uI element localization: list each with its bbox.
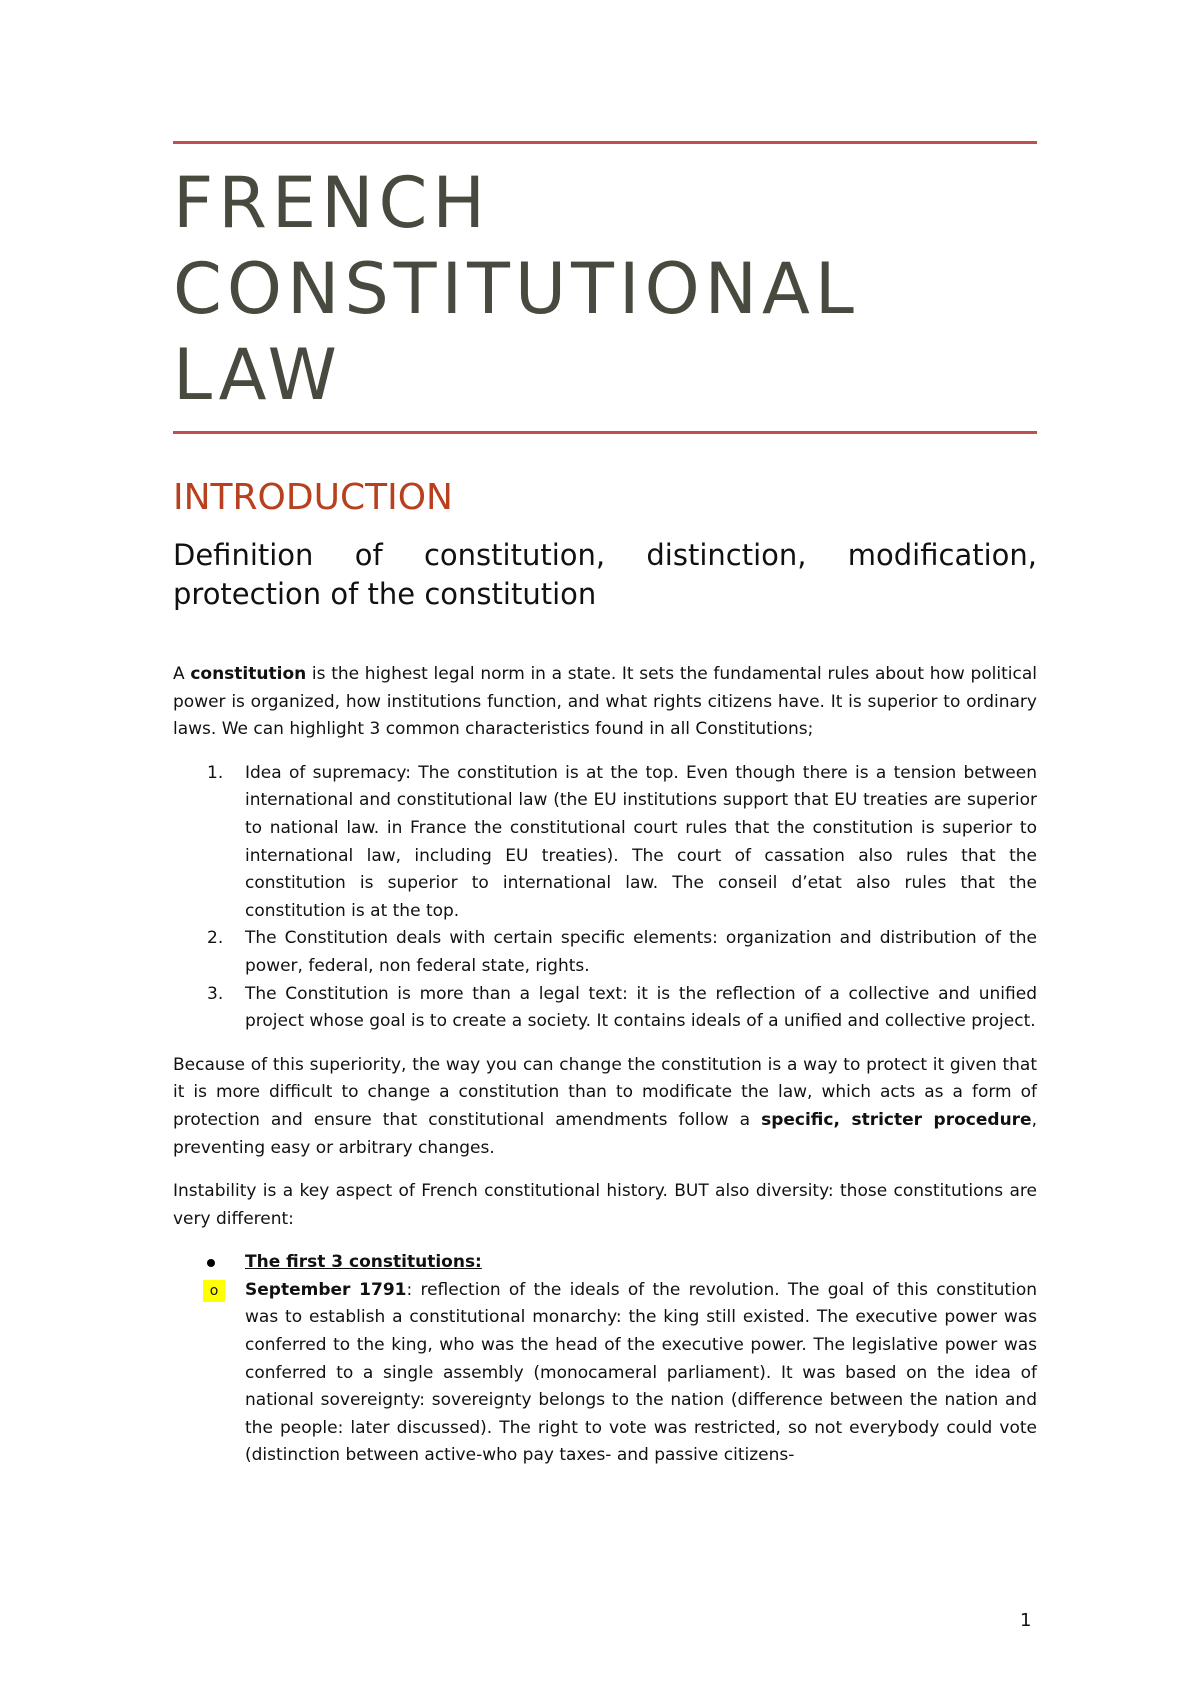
section-heading: INTRODUCTION xyxy=(173,477,453,518)
title-line-3: LAW xyxy=(173,334,342,416)
body-content xyxy=(173,661,1037,1470)
bold-term: specific xyxy=(761,1109,834,1130)
superiority-paragraph: Because of this superiority, the way you can change the constitution is a way to protect it given that it is more difficult to change a constitution than to modificate the law, which acts as a form of protection and ensure that constitutional amendments follow a specific, stricter procedure, preventing easy or arbitrary changes. xyxy=(173,1054,1037,1158)
list-number: 3. xyxy=(207,983,224,1004)
page-number: 1 xyxy=(1020,1610,1032,1631)
bullet-list xyxy=(173,1249,1037,1277)
intro-paragraph: A constitution is the highest legal norm in a state. It sets the fundamental rules about how political power is organized, how institutions function, and what rights citizens have. It is superior to ordinary laws. We can highlight 3 common characteristics found in all Constitutions; xyxy=(173,664,1037,740)
bullet-dot-icon xyxy=(207,1259,215,1267)
instability-paragraph: Instability is a key aspect of French constitutional history. BUT also diversity: those constitutions are very different: xyxy=(173,1181,1037,1229)
subheading: Definition of constitution, distinction, modification, protection of the constitution xyxy=(173,538,1037,611)
list-number: 1. xyxy=(207,762,224,783)
list-number: 2. xyxy=(207,928,224,949)
title-rule-bottom xyxy=(173,431,1037,434)
list-item: 2. The Constitution deals with certain specific elements: organization and distribution of the power, federal, non federal state, rights. xyxy=(173,925,1037,980)
bold-term: constitution xyxy=(190,664,307,684)
highlighted-circle-bullet-icon: o xyxy=(203,1280,225,1302)
document-title xyxy=(173,160,1037,418)
bold-term: stricter procedure xyxy=(851,1109,1032,1130)
list-item: 1. Idea of supremacy: The constitution is at the top. Even though there is a tension between international and constitutional law (the EU institutions support that EU treaties are superior to national law. in France the constitutional court rules that the constitution is superior to international law, including EU treaties). The court of cassation also rules that the constitution is superior to international law. The conseil d’etat also rules that the constitution is at the top. xyxy=(173,760,1037,926)
list-item: o September 1791: reflection of the ideals of the revolution. The goal of this constitution was to establish a constitutional monarchy: the king still existed. The executive power was conferred to the king, who was the head of the executive power. The legislative power was conferred to a single assembly (monocameral parliament). It was based on the idea of national sovereignty: sovereignty belongs to the nation (difference between the nation and the people: later discussed). The right to vote was restricted, so not everybody could vote (distinction between active-who pay taxes- and passive citizens- xyxy=(173,1277,1037,1470)
characteristics-list xyxy=(173,760,1037,1036)
list-item: 3. The Constitution is more than a legal text: it is the reflection of a collective and unified project whose goal is to create a society. It contains ideals of a unified and collective project. xyxy=(173,981,1037,1036)
title-rule-top xyxy=(173,141,1037,144)
list-item xyxy=(173,1249,1037,1277)
bullet-heading: The first 3 constitutions: xyxy=(245,1252,482,1273)
sub-bullet-list xyxy=(173,1277,1037,1470)
title-line-2: CONSTITUTIONAL xyxy=(173,248,859,330)
bold-term: September 1791 xyxy=(245,1279,407,1300)
title-line-1: FRENCH xyxy=(173,162,491,244)
